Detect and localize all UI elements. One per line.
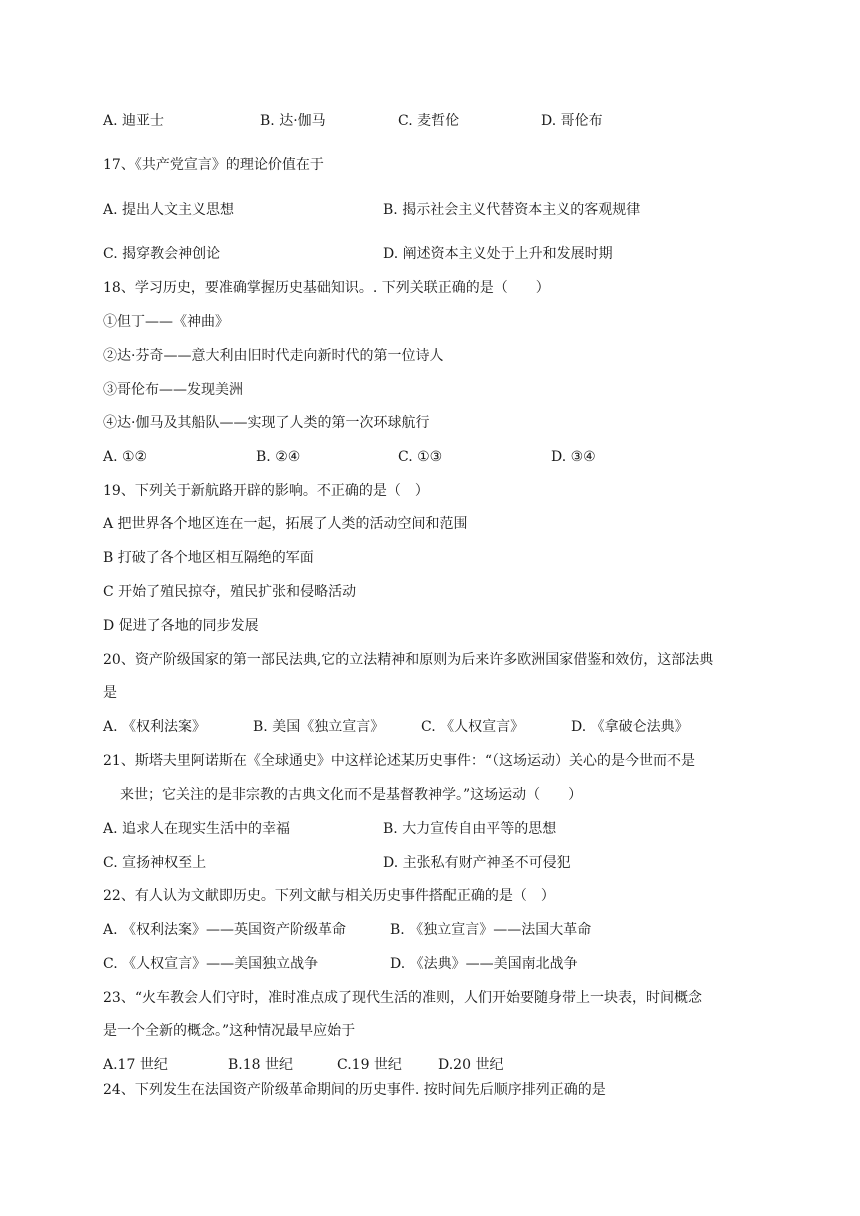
question-20-stem-cont: 是	[103, 685, 117, 701]
option-d: D. 阐述资本主义处于上升和发展时期	[383, 246, 613, 262]
option-a: A. 《权利法案》	[103, 719, 207, 735]
option-b: B. 达·伽马	[260, 113, 326, 129]
option-a: A. ①②	[103, 449, 148, 465]
option-d: D. 哥伦布	[541, 113, 603, 129]
question-18-stem: 18、学习历史，要准确掌握历史基础知识。. 下列关联正确的是（ ）	[103, 280, 550, 296]
option-d: D 促进了各地的同步发展	[103, 618, 259, 634]
option-a: A. 提出人文主义思想	[103, 202, 235, 218]
option-c: C. 揭穿教会神创论	[103, 246, 221, 262]
question-17-stem: 17、《共产党宣言》的理论价值在于	[103, 157, 324, 173]
option-c: C. ①③	[398, 449, 443, 465]
option-b: B. 揭示社会主义代替资本主义的客观规律	[383, 202, 641, 218]
option-d: D. 《拿破仑法典》	[571, 719, 689, 735]
option-d: D.20 世纪	[438, 1057, 504, 1073]
statement-2: ②达·芬奇——意大利由旧时代走向新时代的第一位诗人	[103, 348, 444, 364]
statement-1: ①但丁——《神曲》	[103, 314, 229, 330]
statement-4: ④达·伽马及其船队——实现了人类的第一次环球航行	[103, 415, 430, 431]
option-b: B. 大力宣传自由平等的思想	[383, 821, 557, 837]
option-c: C. 《人权宣言》——美国独立战争	[103, 956, 319, 972]
option-d: D. 主张私有财产神圣不可侵犯	[383, 855, 571, 871]
option-c: C 开始了殖民掠夺，殖民扩张和侵略活动	[103, 584, 357, 600]
option-d: D. ③④	[551, 449, 596, 465]
option-c: C.19 世纪	[337, 1057, 402, 1073]
question-22-stem: 22、有人认为文献即历史。下列文献与相关历史事件搭配正确的是（ ）	[103, 888, 555, 904]
question-23-stem: 23、“火车教会人们守时，准时准点成了现代生活的准则，人们开始要随身带上一块表，时间概念	[103, 990, 702, 1006]
question-20-stem: 20、资产阶级国家的第一部民法典,它的立法精神和原则为后来许多欧洲国家借鉴和效仿，这部法典	[103, 652, 714, 668]
option-a: A. 迪亚士	[103, 113, 165, 129]
option-c: C. 《人权宣言》	[421, 719, 525, 735]
option-b: B 打破了各个地区相互隔绝的军面	[103, 550, 314, 566]
question-21-stem-cont: 来世；它关注的是非宗教的古典文化而不是基督教神学。”这场运动（ ）	[120, 787, 583, 803]
option-a: A. 追求人在现实生活中的幸福	[103, 821, 291, 837]
option-b: B. ②④	[256, 449, 301, 465]
question-21-stem: 21、斯塔夫里阿诺斯在《全球通史》中这样论述某历史事件：“（这场运动）关心的是今世而不是	[103, 753, 695, 769]
option-a: A 把世界各个地区连在一起，拓展了人类的活动空间和范围	[103, 516, 468, 532]
statement-3: ③哥伦布——发现美洲	[103, 382, 243, 398]
option-c: C. 麦哲伦	[398, 113, 460, 129]
option-a: A.17 世纪	[103, 1057, 168, 1073]
question-23-stem-cont: 是一个全新的概念。”这种情况最早应始于	[103, 1023, 356, 1039]
option-b: B.18 世纪	[228, 1057, 294, 1073]
option-d: D. 《法典》——美国南北战争	[390, 956, 578, 972]
question-24-stem: 24、下列发生在法国资产阶级革命期间的历史事件. 按时间先后顺序排列正确的是	[103, 1082, 606, 1098]
option-a: A. 《权利法案》——英国资产阶级革命	[103, 922, 347, 938]
question-19-stem: 19、下列关于新航路开辟的影响。不正确的是（ ）	[103, 483, 429, 499]
option-c: C. 宣扬神权至上	[103, 855, 207, 871]
option-b: B. 《独立宣言》——法国大革命	[390, 922, 592, 938]
option-b: B. 美国《独立宣言》	[253, 719, 385, 735]
